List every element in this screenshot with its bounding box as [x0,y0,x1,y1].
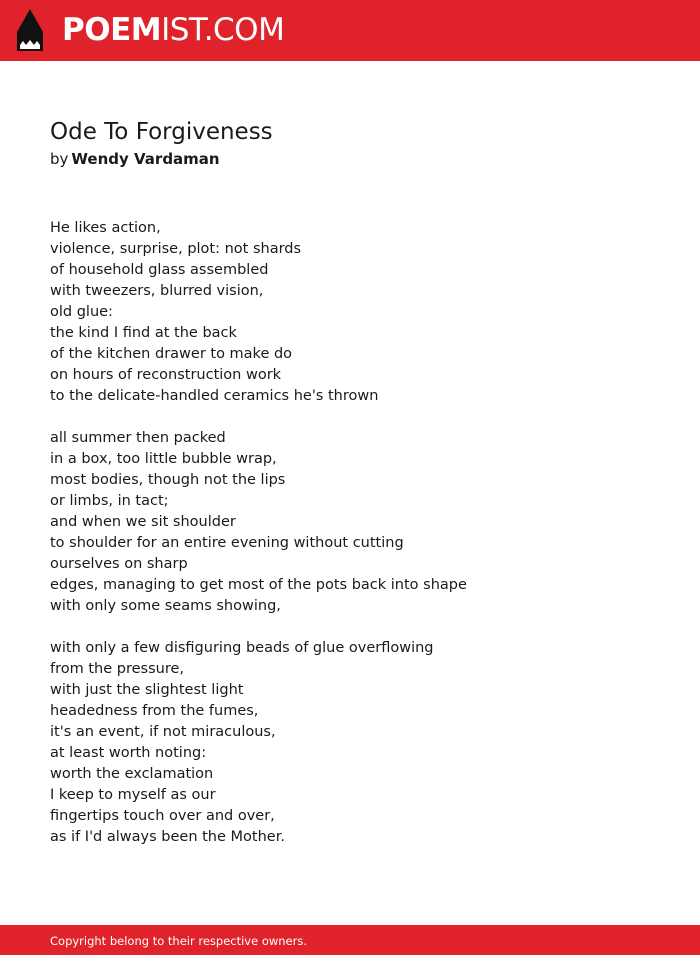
copyright-notice: Copyright belong to their respective owners. [50,934,308,948]
author-name: Wendy Vardaman [71,150,220,168]
poem-line: He likes action, [50,220,161,236]
poem-line: with only some seams showing, [50,598,281,614]
poem-stanza [50,638,650,848]
poem-line: headedness from the fumes, [50,703,259,719]
poem-line: with just the slightest light [50,682,244,698]
poem-line: worth the exclamation [50,766,214,782]
poem-line: fingertips touch over and over, [50,808,275,824]
poem-line: and when we sit shoulder [50,514,236,530]
poem-stanza [50,428,650,617]
poem-line: at least worth noting: [50,745,207,761]
site-header [0,0,700,61]
poem-line: all summer then packed [50,430,226,446]
poem-line: ourselves on sharp [50,556,188,572]
poem-line: on hours of reconstruction work [50,367,282,383]
poem-line: violence, surprise, plot: not shards [50,241,302,257]
poem-line: edges, managing to get most of the pots back into shape [50,577,467,593]
poem-line: I keep to myself as our [50,787,216,803]
byline [50,148,220,170]
poem-line: of household glass assembled [50,262,269,278]
poem-line: or limbs, in tact; [50,493,169,509]
poem-stanza [50,218,650,407]
by-label: by [50,150,69,168]
poem-line: from the pressure, [50,661,184,677]
poem-line: with only a few disfiguring beads of glue overflowing [50,640,434,656]
logo-bold-text: POEM [62,12,162,48]
poem-line: with tweezers, blurred vision, [50,283,264,299]
logo-light-text: IST.COM [161,12,285,48]
poem-line: the kind I find at the back [50,325,237,341]
pencil-icon[interactable] [17,9,43,51]
poem-body [50,218,650,848]
poem-line: to the delicate-handled ceramics he's thrown [50,388,379,404]
poem-line: it's an event, if not miraculous, [50,724,276,740]
poem-line: in a box, too little bubble wrap, [50,451,277,467]
poem-line: most bodies, though not the lips [50,472,286,488]
site-footer [0,925,700,955]
site-logo[interactable] [62,12,284,48]
poem-title: Ode To Forgiveness [50,119,273,145]
poem-line: of the kitchen drawer to make do [50,346,293,362]
poem-line: as if I'd always been the Mother. [50,829,285,845]
poem-line: old glue: [50,304,113,320]
poem-line: to shoulder for an entire evening without cutting [50,535,404,551]
